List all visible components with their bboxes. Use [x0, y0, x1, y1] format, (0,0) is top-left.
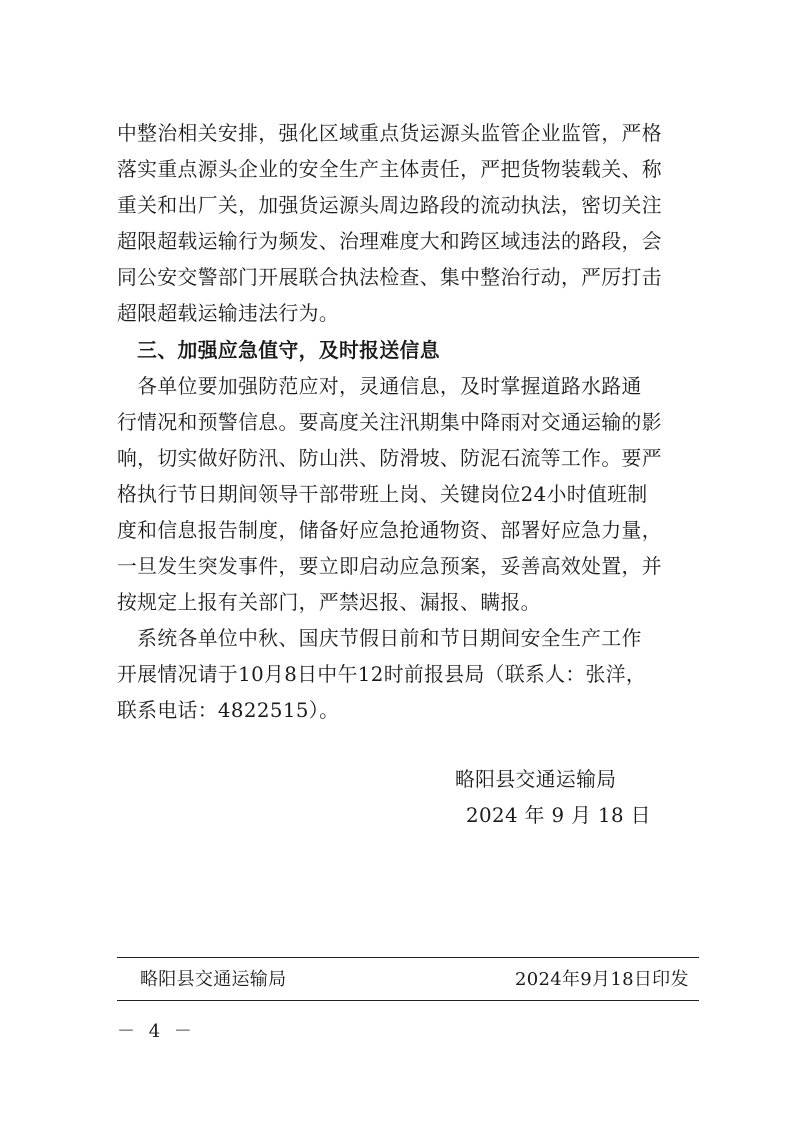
paragraph-line: 联系电话：4822515）。 [117, 699, 340, 722]
paragraph-line: 同公安交警部门开展联合执法检查、集中整治行动，严厉打击 [117, 266, 662, 289]
footer-date: 2024年9月18日印发 [515, 969, 689, 990]
footer-top-rule [117, 957, 699, 958]
paragraph-line: 格执行节日期间领导干部带班上岗、关键岗位24小时值班制 [117, 483, 648, 506]
paragraph-line: 系统各单位中秋、国庆节假日前和节日期间安全生产工作 [117, 627, 642, 650]
paragraph-line: 超限超载运输行为频发、治理难度大和跨区域违法的路段，会 [117, 230, 662, 253]
section-heading: 三、加强应急值守，及时报送信息 [117, 339, 440, 362]
footer-org: 略阳县交通运输局 [140, 969, 287, 990]
paragraph-line: 各单位要加强防范应对，灵通信息，及时掌握道路水路通 [117, 375, 642, 398]
paragraph-line: 超限超载运输违法行为。 [117, 302, 339, 325]
paragraph-line: 一旦发生突发事件，要立即启动应急预案，妥善高效处置，并 [117, 555, 662, 578]
signature-date: 2024 年 9 月 18 日 [466, 804, 651, 827]
paragraph-line: 按规定上报有关部门，严禁迟报、漏报、瞒报。 [117, 591, 541, 614]
paragraph-line: 中整治相关安排，强化区域重点货运源头监管企业监管，严格 [117, 122, 662, 145]
paragraph-line: 落实重点源头企业的安全生产主体责任，严把货物装载关、称 [117, 158, 662, 181]
paragraph-line: 开展情况请于10月8日中午12时前报县局（联系人：张洋， [117, 663, 647, 686]
paragraph-line: 度和信息报告制度，储备好应急抢通物资、部署好应急力量， [117, 519, 662, 542]
signature-org: 略阳县交通运输局 [455, 768, 617, 791]
paragraph-line: 响，切实做好防汛、防山洪、防滑坡、防泥石流等工作。要严 [117, 447, 662, 470]
footer-bottom-rule [117, 1000, 699, 1001]
page-number: － 4 － [117, 1021, 196, 1042]
paragraph-line: 行情况和预警信息。要高度关注汛期集中降雨对交通运输的影 [117, 411, 662, 434]
paragraph-line: 重关和出厂关，加强货运源头周边路段的流动执法，密切关注 [117, 194, 662, 217]
